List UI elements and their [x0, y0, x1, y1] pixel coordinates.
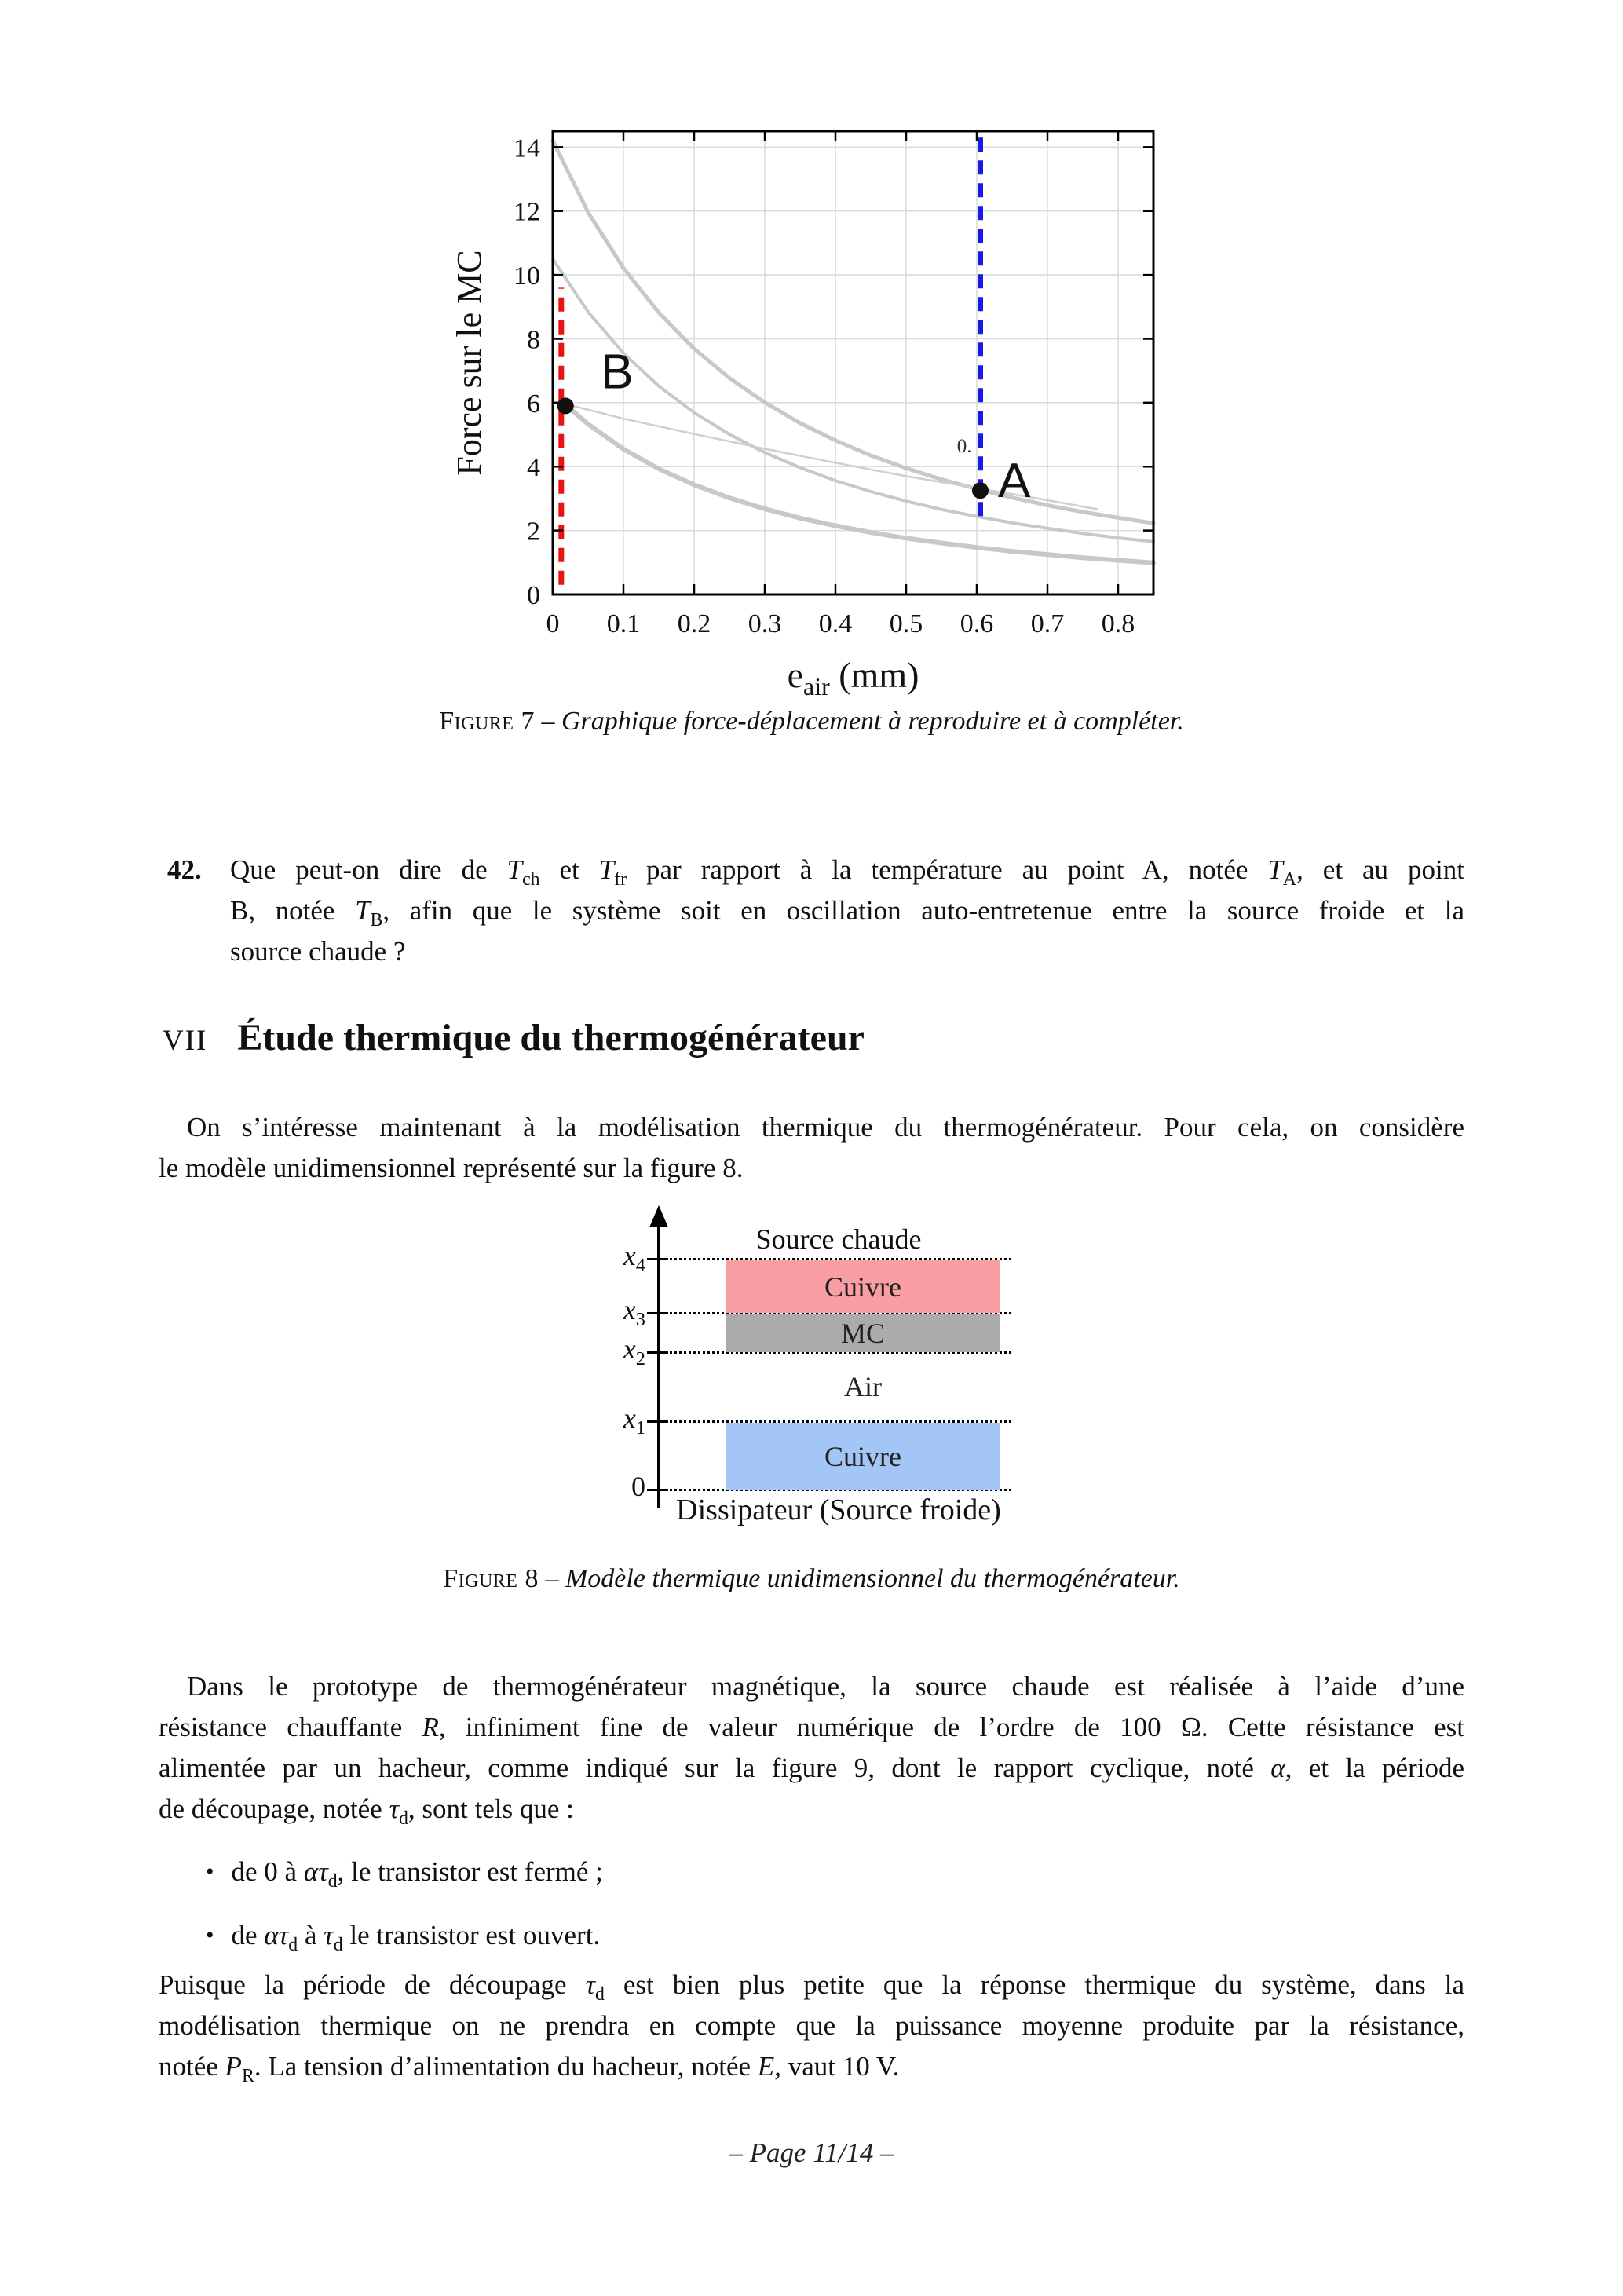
final-line-1: Puisque la période de découpage $\tau_d$ est bien plus petite que la réponse thermique du système, dans la — [159, 1969, 1464, 2005]
x-tick-label: 0.8 — [1101, 609, 1135, 638]
tick-x3 — [647, 1312, 667, 1314]
bullet-item-1 — [206, 1852, 603, 1892]
question-42-text — [230, 850, 1464, 972]
section-number: VII — [163, 1025, 208, 1057]
tick-x4 — [647, 1258, 667, 1260]
final-paragraph — [159, 1965, 1464, 2087]
figure8-caption-label: Figure 8 — [443, 1564, 539, 1593]
y-tick-label: 8 — [527, 325, 540, 355]
axis-label-x2: $x_2$ — [623, 1333, 645, 1370]
section-title: Étude thermique du thermogénérateur — [237, 1017, 865, 1058]
intro-line-1: On s’intéresse maintenant à la modélisation thermique du thermogénérateur. Pour cela, on considère — [187, 1112, 1464, 1143]
figure7-caption-sep: – — [534, 707, 561, 736]
question-42-number: 42. — [167, 854, 202, 885]
y-tick-label: 2 — [527, 517, 540, 547]
bullet-item-2 — [206, 1915, 600, 1956]
prototype-paragraph — [159, 1666, 1464, 1830]
proto-line-1: Dans le prototype de thermogénérateur magnétique, la source chaude est réalisée à l’aide d’une — [187, 1671, 1464, 1702]
tick-x2 — [647, 1351, 667, 1354]
heatsink-label: Dissipateur (Source froide) — [676, 1493, 1001, 1526]
air-layer: Air — [844, 1371, 882, 1402]
page-footer: – Page 11/14 – — [729, 2137, 894, 2168]
section-vii-heading — [163, 1016, 865, 1059]
x-tick-label: 0 — [546, 609, 560, 638]
y-tick-label: 14 — [514, 133, 540, 163]
y-tick-label: 4 — [527, 453, 540, 483]
figure8-caption-text: Modèle thermique unidimensionnel du thermogénérateur. — [565, 1564, 1180, 1593]
x-tick-label: 0.1 — [606, 609, 641, 638]
question-42-line-1: Que peut-on dire de $T_{ch}$ et $T_{fr}$ par rapport à la température au point A, notée $T_A$, et au point — [230, 854, 1464, 890]
axis-label-x4: $x_4$ — [623, 1240, 645, 1277]
label-B: B — [601, 345, 634, 400]
figure7-caption-text: Graphique force-déplacement à reproduire et à compléter. — [561, 707, 1184, 736]
curve-from-B-steep — [567, 406, 1153, 563]
copper-bottom-layer: Cuivre — [726, 1423, 1000, 1490]
intro-paragraph — [159, 1107, 1464, 1189]
proto-line-3: alimentée par un hacheur, comme indiqué sur la figure 9, dont le rapport cyclique, noté α, et la période — [159, 1753, 1464, 1783]
label-A: A — [998, 453, 1031, 508]
copper-top-layer: Cuivre — [726, 1260, 1000, 1313]
y-axis-label: Force sur le MC — [450, 250, 488, 476]
tick-0 — [647, 1489, 667, 1491]
tick-x1 — [647, 1420, 667, 1423]
y-tick-label: 12 — [514, 197, 540, 227]
axis-label-x3: $x_3$ — [623, 1294, 645, 1331]
proto-line-2: résistance chauffante R, infiniment fine de valeur numérique de l’ordre de 100 Ω. Cette résistance est — [159, 1712, 1464, 1742]
y-tick-label: 0 — [527, 581, 540, 610]
proto-line-4: de découpage, notée $\tau_d$, sont tels que : — [159, 1793, 574, 1829]
curve-second — [553, 259, 1153, 542]
thermal-model-diagram — [597, 1205, 1036, 1543]
x-tick-label: 0.7 — [1030, 609, 1065, 638]
x-tick-label: 0.4 — [818, 609, 853, 638]
question-42-line-3: source chaude ? — [230, 936, 406, 967]
point-A — [972, 482, 989, 499]
hot-source-label: Source chaude — [755, 1223, 922, 1255]
figure7-caption-label: Figure 7 — [439, 707, 535, 736]
bullet-icon: • — [206, 1859, 214, 1885]
bullet-2-text: de $\alpha\tau_d$ à $\tau_d$ le transistor est ouvert. — [231, 1920, 601, 1955]
bullet-1-text: de 0 à $\alpha\tau_d$, le transistor est fermé ; — [231, 1856, 603, 1892]
x-axis-label: $e_{air}$ (mm) — [787, 655, 919, 700]
axis-label-0: 0 — [631, 1471, 645, 1502]
bullet-icon: • — [206, 1922, 214, 1948]
x-tick-label: 0.6 — [960, 609, 994, 638]
figure7-caption — [159, 707, 1464, 737]
intro-line-2: le modèle unidimensionnel représenté sur la figure 8. — [159, 1153, 744, 1183]
force-displacement-chart — [424, 86, 1209, 715]
x-tick-label: 0.5 — [889, 609, 923, 638]
figure8-caption — [159, 1564, 1464, 1594]
point-B — [557, 397, 574, 414]
x-tick-label: 0.3 — [748, 609, 782, 638]
plot-border — [553, 131, 1153, 594]
axis-label-x1: $x_1$ — [623, 1402, 645, 1439]
question-42-line-2: B, notée $T_B$, afin que le système soit en oscillation auto-entretenue entre la source froide et la — [230, 895, 1464, 930]
figure8-caption-sep: – — [538, 1564, 565, 1593]
label-06: 0. — [956, 435, 972, 457]
final-line-3: notée $P_R$. La tension d’alimentation du hacheur, notée E, vaut 10 V. — [159, 2051, 900, 2086]
mc-layer: MC — [726, 1314, 1000, 1352]
x-tick-label: 0.2 — [677, 609, 711, 638]
y-tick-label: 6 — [527, 389, 540, 419]
final-line-2: modélisation thermique on ne prendra en compte que la puissance moyenne produite par la résistance, — [159, 2010, 1464, 2041]
y-tick-label: 10 — [514, 261, 540, 291]
